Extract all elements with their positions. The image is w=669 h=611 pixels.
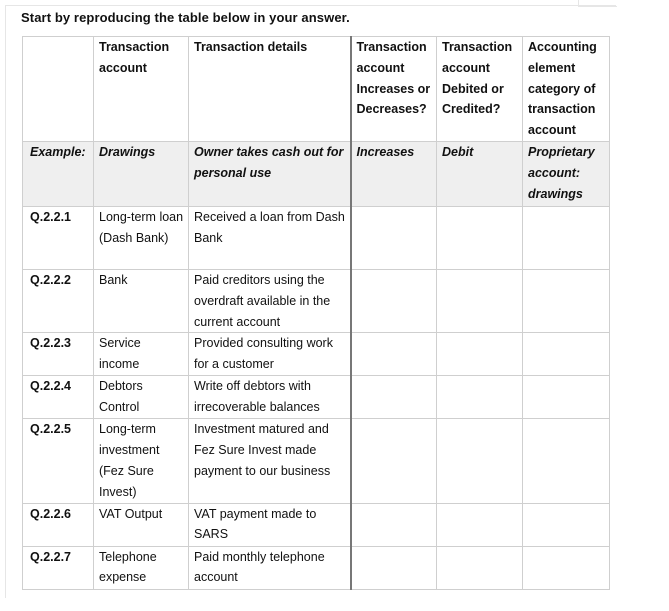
answer-increase-decrease-cell[interactable] xyxy=(351,419,437,503)
example-account: Drawings xyxy=(94,142,189,207)
details-cell: Received a loan from Dash Bank xyxy=(189,207,351,270)
header-row xyxy=(23,37,610,142)
answer-element-cell[interactable] xyxy=(523,503,610,546)
table-row xyxy=(23,376,610,419)
details-cell: VAT payment made to SARS xyxy=(189,503,351,546)
details-cell: Write off debtors with irrecoverable balances xyxy=(189,376,351,419)
example-details: Owner takes cash out for personal use xyxy=(189,142,351,207)
answer-debit-credit-cell[interactable] xyxy=(437,333,523,376)
question-number: Q.2.2.5 xyxy=(23,419,94,503)
answer-increase-decrease-cell[interactable] xyxy=(351,333,437,376)
header-blank xyxy=(23,37,94,142)
question-number: Q.2.2.6 xyxy=(23,503,94,546)
answer-debit-credit-cell[interactable] xyxy=(437,419,523,503)
account-cell: Bank xyxy=(94,270,189,333)
account-cell: Telephone expense xyxy=(94,546,189,589)
answer-element-cell[interactable] xyxy=(523,419,610,503)
header-increases-decreases: Transaction account Increases or Decreases? xyxy=(351,37,437,142)
table-row xyxy=(23,333,610,376)
details-cell: Provided consulting work for a customer xyxy=(189,333,351,376)
answer-element-cell[interactable] xyxy=(523,207,610,270)
table-row xyxy=(23,503,610,546)
question-number: Q.2.2.2 xyxy=(23,270,94,333)
details-cell: Paid creditors using the overdraft available in the current account xyxy=(189,270,351,333)
answer-element-cell[interactable] xyxy=(523,270,610,333)
answer-increase-decrease-cell[interactable] xyxy=(351,503,437,546)
header-debited-credited: Transaction account Debited or Credited? xyxy=(437,37,523,142)
question-number: Q.2.2.7 xyxy=(23,546,94,589)
answer-element-cell[interactable] xyxy=(523,333,610,376)
answer-debit-credit-cell[interactable] xyxy=(437,376,523,419)
accounting-table xyxy=(22,36,610,590)
example-label: Example: xyxy=(23,142,94,207)
answer-element-cell[interactable] xyxy=(523,546,610,589)
table-row xyxy=(23,207,610,270)
header-transaction-details: Transaction details xyxy=(189,37,351,142)
account-cell: Long-term loan (Dash Bank) xyxy=(94,207,189,270)
table-row xyxy=(23,546,610,589)
answer-element-cell[interactable] xyxy=(523,376,610,419)
answer-increase-decrease-cell[interactable] xyxy=(351,207,437,270)
account-cell: Debtors Control xyxy=(94,376,189,419)
answer-increase-decrease-cell[interactable] xyxy=(351,376,437,419)
question-number: Q.2.2.3 xyxy=(23,333,94,376)
example-row xyxy=(23,142,610,207)
details-cell: Investment matured and Fez Sure Invest made payment to our business xyxy=(189,419,351,503)
example-increase-decrease: Increases xyxy=(351,142,437,207)
answer-debit-credit-cell[interactable] xyxy=(437,546,523,589)
answer-debit-credit-cell[interactable] xyxy=(437,270,523,333)
answer-debit-credit-cell[interactable] xyxy=(437,207,523,270)
question-number: Q.2.2.4 xyxy=(23,376,94,419)
answer-increase-decrease-cell[interactable] xyxy=(351,546,437,589)
instruction-text: Start by reproducing the table below in your answer. xyxy=(21,10,350,25)
example-debit-credit: Debit xyxy=(437,142,523,207)
question-number: Q.2.2.1 xyxy=(23,207,94,270)
table-row xyxy=(23,419,610,503)
account-cell: VAT Output xyxy=(94,503,189,546)
header-transaction-account: Transaction account xyxy=(94,37,189,142)
answer-debit-credit-cell[interactable] xyxy=(437,503,523,546)
example-element: Proprietary account: drawings xyxy=(523,142,610,207)
header-accounting-element: Accounting element category of transaction account xyxy=(523,37,610,142)
details-cell: Paid monthly telephone account xyxy=(189,546,351,589)
account-cell: Service income xyxy=(94,333,189,376)
corner-mark xyxy=(578,0,617,7)
account-cell: Long-term investment (Fez Sure Invest) xyxy=(94,419,189,503)
table-row xyxy=(23,270,610,333)
answer-increase-decrease-cell[interactable] xyxy=(351,270,437,333)
